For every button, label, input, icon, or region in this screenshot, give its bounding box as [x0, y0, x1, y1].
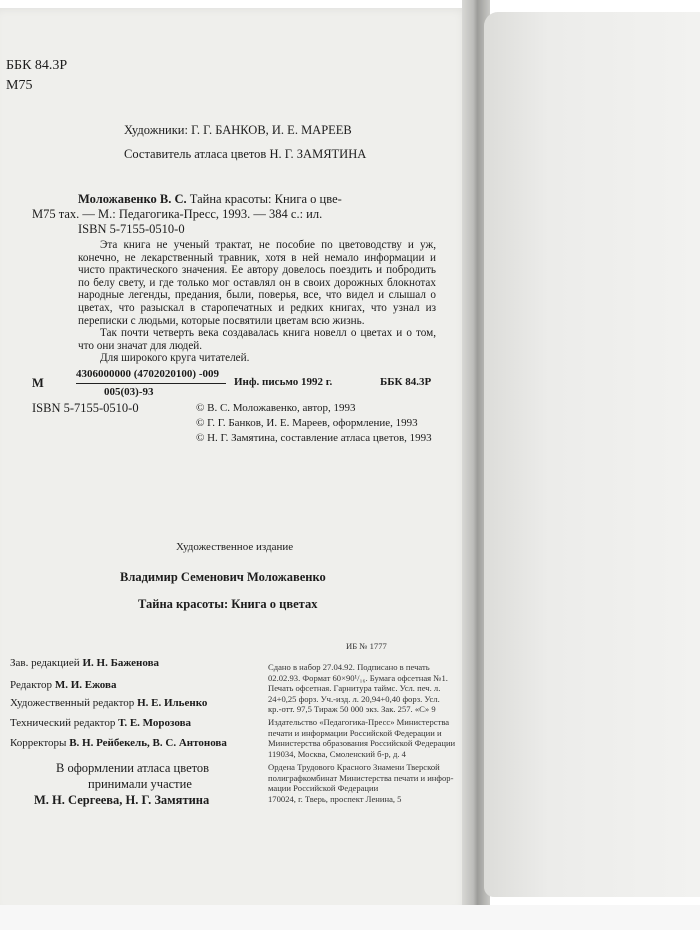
printer-line: 170024, г. Тверь, проспект Ленина, 5	[268, 793, 402, 804]
copyright-3: © Н. Г. Замятина, составление атласа цветов, 1993	[196, 432, 432, 444]
publisher-line: печати и информации Российской Федерации и	[268, 727, 442, 738]
pub-index-denominator: 005(03)-93	[104, 386, 154, 398]
staff-role: Технический редактор	[10, 717, 116, 729]
annotation-paragraph-1: Эта книга не ученый трактат, не пособие по цветоводству и уж, конечно, не лекарственный травник, хотя в ней немало информации и чисто практического значения. Ее автору довелось поездить и побродить по белу свету, и где только мог оставлял он в своих дорожных блокнотах народные легенды, предания, были, поверья, все, что видел и слышал о цветах, что разыскал в старопечатных и редких книгах, что узнал из переписки с людьми, которые посвятили цветам всю жизнь.	[78, 239, 436, 327]
staff-name: В. Н. Рейбекель, В. С. Антонова	[69, 737, 227, 749]
atlas-note-names: М. Н. Сергеева, Н. Г. Замятина	[34, 793, 210, 807]
print-line: кр.-отт. 97,5 Тираж 50 000 экз. Зак. 257. «С» 9	[268, 704, 436, 714]
staff-row-3	[10, 717, 191, 729]
publisher-details	[268, 717, 455, 759]
print-details	[268, 662, 448, 715]
publisher-line: Издательство «Педагогика-Пресс» Министерства	[268, 717, 450, 727]
author-mark: М75	[6, 78, 33, 93]
background-surface	[0, 905, 700, 930]
catalog-author: Моложавенко В. С.	[78, 192, 187, 206]
catalog-mark: М75	[32, 207, 56, 221]
annotation-paragraph-2: Так почти четверть века создавалась книга новелл о цветах и о том, что они значат для людей.	[78, 327, 436, 352]
pub-index-numerator: 4306000000 (4702020100) -009	[76, 368, 219, 380]
staff-name: Т. Е. Морозова	[118, 717, 192, 729]
fraction-line	[76, 383, 226, 384]
print-line: 24+0,25 форз. Уч.-изд. л. 20,94+0,40 форз. Усл.	[268, 693, 440, 704]
staff-row-1	[10, 679, 116, 691]
staff-name: М. И. Ежова	[54, 679, 117, 691]
staff-role: Корректоры	[10, 737, 67, 749]
atlas-note-line-2: принимали участие	[88, 777, 192, 791]
atlas-compiler-line: Составитель атласа цветов Н. Г. ЗАМЯТИНА	[124, 147, 367, 161]
staff-row-4	[10, 737, 227, 749]
staff-role: Художественный редактор	[10, 697, 135, 709]
print-line: Печать офсетная. Гарнитура таймс. Усл. печ. л.	[268, 683, 441, 693]
catalog-line-1	[78, 192, 342, 207]
book-title: Тайна красоты: Книга о цветах	[138, 597, 318, 611]
staff-role: Зав. редакцией	[10, 657, 80, 669]
catalog-imprint: тах. — М.: Педагогика-Пресс, 1993. — 384 с.: ил.	[58, 207, 323, 221]
artists-line: Художники: Г. Г. БАНКОВ, И. Е. МАРЕЕВ	[124, 123, 352, 137]
annotation-paragraph-3: Для широкого круга читателей.	[100, 352, 250, 365]
publisher-line: Министерства образования Российской Федерации	[268, 738, 456, 748]
info-letter: Инф. письмо 1992 г.	[234, 376, 333, 388]
staff-role: Редактор	[10, 679, 53, 691]
printer-line: мации Российской Федерации	[268, 783, 379, 793]
copyright-1: © В. С. Моложавенко, автор, 1993	[196, 402, 356, 414]
edition-type: Художественное издание	[176, 541, 294, 553]
print-line: Сдано в набор 27.04.92. Подписано в печать	[268, 662, 430, 672]
pub-index-letter: М	[32, 376, 44, 390]
catalog-title-start: Тайна красоты: Книга о цве-	[189, 192, 342, 206]
isbn: ISBN 5-7155-0510-0	[32, 401, 139, 415]
printer-line: полиграфкомбинат Министерства печати и инфор-	[268, 772, 454, 783]
atlas-note-line-1: В оформлении атласа цветов	[56, 761, 210, 775]
staff-name: Н. Е. Ильенко	[137, 697, 208, 709]
author-full-name: Владимир Семенович Моложавенко	[120, 570, 326, 584]
bbk-code: ББК 84.3Р	[6, 58, 68, 73]
right-page	[484, 12, 700, 897]
staff-row-2	[10, 697, 207, 709]
print-line: 02.02.93. Формат 60×90¹/₁₆. Бумага офсетная №1.	[268, 672, 448, 683]
catalog-isbn: ISBN 5-7155-0510-0	[78, 222, 185, 236]
printer-line: Ордена Трудового Красного Знамени Тверской	[268, 762, 440, 772]
staff-name: И. Н. Баженова	[82, 657, 160, 669]
publisher-line: 119034, Москва, Смоленский б-р, д. 4	[268, 748, 406, 759]
catalog-annotation	[78, 239, 436, 365]
printer-details	[268, 762, 453, 804]
catalog-line-2	[32, 207, 322, 222]
ib-number: ИБ № 1777	[346, 641, 387, 651]
copyright-2: © Г. Г. Банков, И. Е. Мареев, оформление, 1993	[196, 417, 418, 429]
pub-index-bbk: ББК 84.3Р	[380, 376, 432, 388]
staff-row-0	[10, 657, 159, 669]
